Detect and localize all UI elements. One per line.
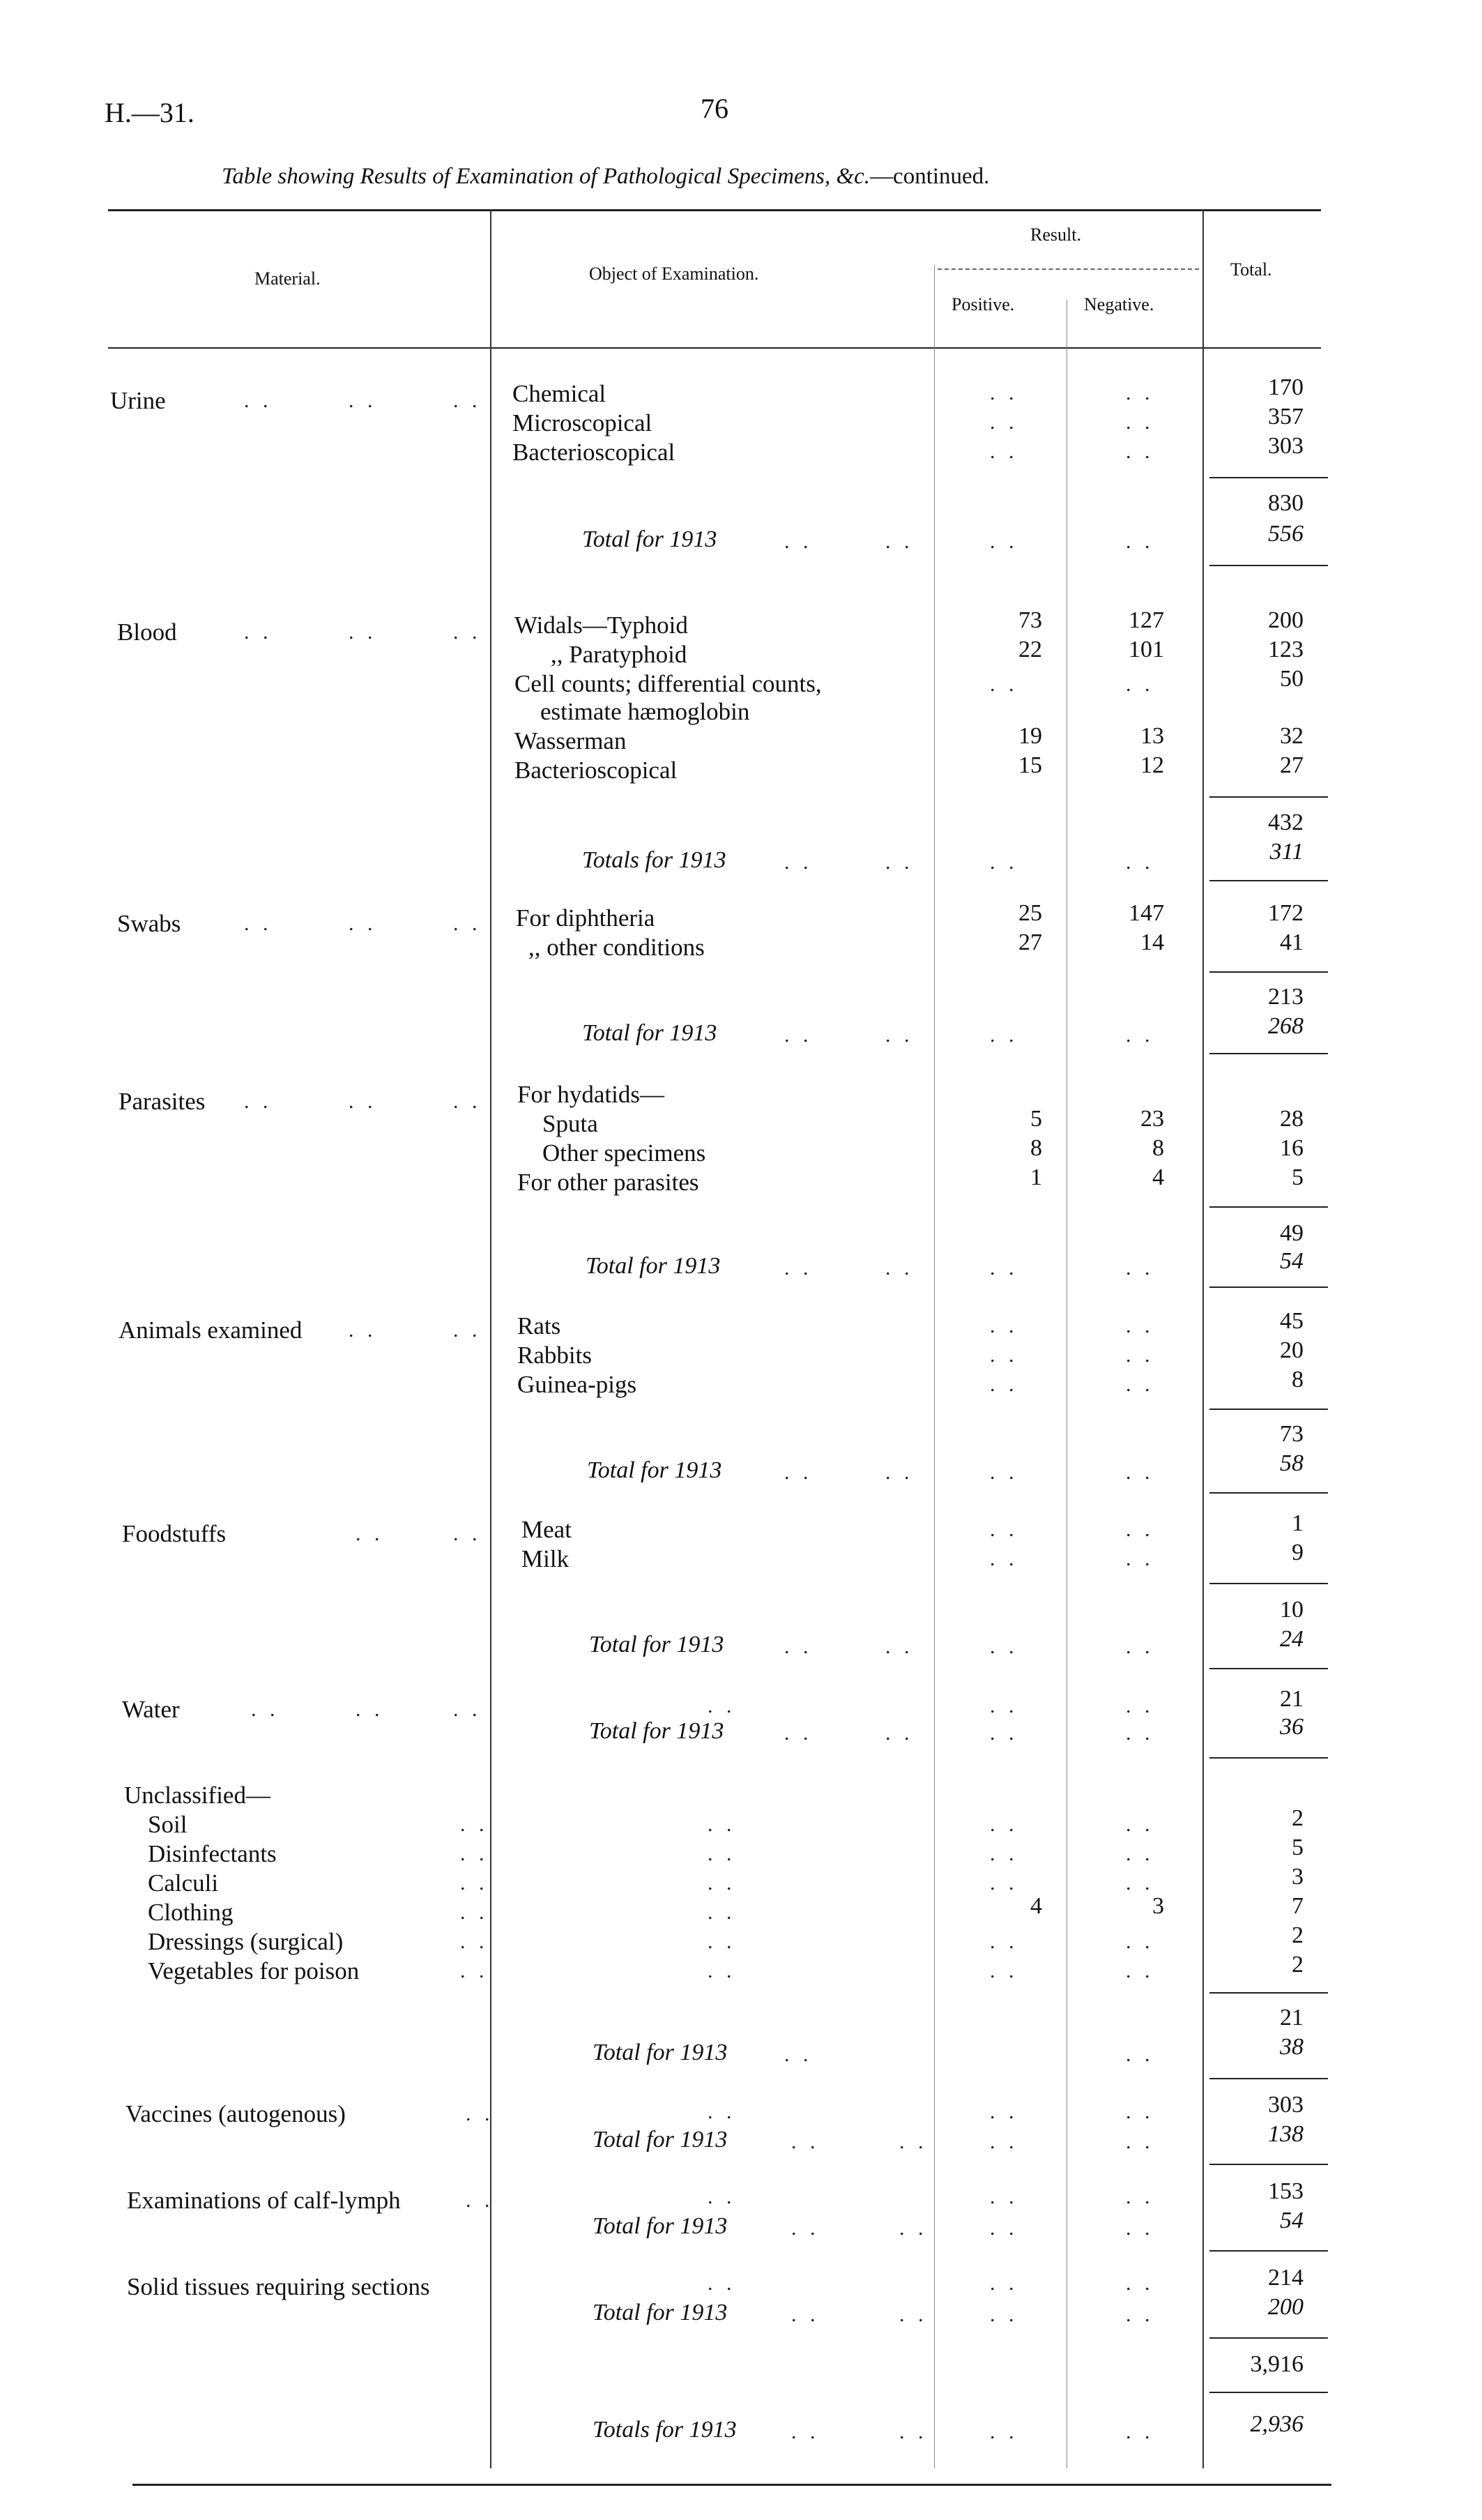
section-rule <box>1209 2337 1328 2339</box>
total-cell: 1 <box>1292 1510 1304 1536</box>
leader-dots: . . <box>784 1461 813 1484</box>
prev-total-water: 36 <box>1280 1714 1304 1740</box>
section-rule <box>1209 1286 1328 1288</box>
leader-dots: . . <box>244 389 273 412</box>
subtotal-foodstuffs: 10 <box>1280 1597 1304 1623</box>
object-other-specimens: Other specimens <box>542 1139 706 1167</box>
leader-dots: . . <box>251 1698 280 1721</box>
table-caption <box>222 164 989 190</box>
total-vaccines: 303 <box>1268 2092 1304 2118</box>
total-cell: 32 <box>1280 723 1304 749</box>
total-cell: 50 <box>1280 666 1304 692</box>
negative-cell: . . <box>1126 1842 1154 1865</box>
subtotal-rule <box>1209 796 1328 798</box>
prev-total-blood: 311 <box>1269 839 1304 865</box>
object-for-hydatids: For hydatids— <box>517 1081 664 1108</box>
negative-cell: . . <box>1126 1813 1154 1836</box>
prev-total-calf-lymph: 54 <box>1280 2208 1304 2233</box>
leader-dots: . . <box>460 1901 489 1924</box>
leader-dots: . . <box>460 1959 489 1982</box>
object-for-other-parasites: For other parasites <box>517 1169 699 1196</box>
leader-dots: . . <box>990 2303 1018 2326</box>
material-calf-lymph: Examinations of calf-lymph <box>127 2187 401 2214</box>
leader-dots: . . <box>990 2130 1018 2153</box>
object-paratyphoid: ,, Paratyphoid <box>551 641 687 668</box>
prev-total-vaccines: 138 <box>1268 2121 1304 2147</box>
leader-dots: . . <box>1126 1024 1154 1047</box>
leader-dots: . . <box>349 621 377 644</box>
leader-dots: . . <box>1126 1257 1154 1280</box>
leader-dots: . . <box>784 530 813 553</box>
total-cell: 123 <box>1268 637 1304 662</box>
prev-total-unclassified: 38 <box>1280 2034 1304 2060</box>
table-bottom-rule <box>132 2484 1331 2486</box>
positive-cell: . . <box>990 440 1018 463</box>
total-cell: 7 <box>1292 1893 1304 1919</box>
object-milk: Milk <box>521 1545 570 1572</box>
leader-dots: . . <box>990 2217 1018 2240</box>
object-wasserman: Wasserman <box>514 727 627 754</box>
table-top-rule <box>108 209 1321 211</box>
leader-dots: . . <box>349 389 377 412</box>
object-rabbits: Rabbits <box>517 1342 592 1369</box>
col-header-positive: Positive. <box>952 294 1015 314</box>
object-rats: Rats <box>517 1312 561 1339</box>
material-water: Water <box>122 1696 180 1723</box>
total-cell: 170 <box>1268 374 1304 400</box>
leader-dots: . . <box>899 2130 928 2153</box>
positive-cell: . . <box>990 1959 1018 1982</box>
section-rule <box>1209 1492 1328 1494</box>
object-cell: . . <box>708 1842 736 1865</box>
total-cell: 45 <box>1280 1308 1304 1334</box>
negative-cell: . . <box>1126 1518 1154 1541</box>
section-rule <box>1209 1757 1328 1759</box>
grand-prev-label: Totals for 1913 <box>593 2417 737 2443</box>
subtotal-unclassified: 21 <box>1280 2005 1304 2031</box>
object-bacterioscopical: Bacterioscopical <box>512 439 675 466</box>
leader-dots: . . <box>349 1090 377 1113</box>
leader-dots: . . <box>1126 1635 1154 1658</box>
material-unclassified: Unclassified— <box>124 1782 270 1809</box>
prev-total-swabs: 268 <box>1268 1013 1304 1039</box>
leader-dots: . . <box>244 912 273 935</box>
positive-cell: . . <box>990 1518 1018 1541</box>
leader-dots: . . <box>899 2420 928 2443</box>
object-cell: . . <box>708 1694 736 1717</box>
material-vaccines: Vaccines (autogenous) <box>125 2100 346 2127</box>
section-rule <box>1209 2078 1328 2079</box>
leader-dots: . . <box>885 530 914 553</box>
caption-suffix: —continued. <box>870 164 990 189</box>
object-cell: . . <box>708 1872 736 1895</box>
leader-dots: . . <box>784 1257 813 1280</box>
subtotal-animals: 73 <box>1280 1421 1304 1447</box>
leader-dots: . . <box>899 2303 928 2326</box>
prev-total-label: Total for 1913 <box>582 526 717 552</box>
positive-cell: 4 <box>1030 1893 1042 1919</box>
object-cell: . . <box>708 1901 736 1924</box>
leader-dots: . . <box>791 2217 820 2240</box>
negative-cell: . . <box>1126 1930 1154 1953</box>
object-cell: . . <box>708 2100 736 2123</box>
leader-dots: . . <box>990 1461 1018 1484</box>
positive-cell: . . <box>990 381 1018 404</box>
subtotal-rule <box>1209 1206 1328 1208</box>
leader-dots: . . <box>885 1635 914 1658</box>
negative-cell: 127 <box>1129 607 1164 633</box>
grand-total-rule <box>1209 2392 1328 2393</box>
negative-cell: . . <box>1126 381 1154 404</box>
leader-dots: . . <box>899 2217 928 2240</box>
total-cell: 3 <box>1292 1864 1304 1890</box>
leader-dots: . . <box>990 1024 1018 1047</box>
leader-dots: . . <box>1126 2217 1154 2240</box>
prev-total-animals: 58 <box>1280 1450 1304 1476</box>
negative-cell: 101 <box>1129 637 1164 662</box>
subtotal-rule <box>1209 1583 1328 1584</box>
object-cell: . . <box>708 1959 736 1982</box>
positive-cell: . . <box>990 1373 1018 1396</box>
total-water: 21 <box>1280 1686 1304 1712</box>
leader-dots: . . <box>453 1698 482 1721</box>
total-cell: 8 <box>1292 1367 1304 1392</box>
col-header-object: Object of Examination. <box>589 264 759 284</box>
section-rule <box>1209 2164 1328 2165</box>
leader-dots: . . <box>1126 1461 1154 1484</box>
positive-cell: 27 <box>1018 929 1042 955</box>
object-cell: . . <box>708 2272 736 2295</box>
negative-cell: . . <box>1126 440 1154 463</box>
prev-total-label: Total for 1913 <box>586 1253 721 1279</box>
positive-cell: . . <box>990 1547 1018 1570</box>
leader-dots: . . <box>885 1461 914 1484</box>
leader-dots: . . <box>990 530 1018 553</box>
positive-cell: 8 <box>1030 1135 1042 1161</box>
positive-cell: . . <box>990 1344 1018 1367</box>
positive-cell: . . <box>990 411 1018 434</box>
leader-dots: . . <box>784 2043 813 2066</box>
leader-dots: . . <box>453 389 482 412</box>
prev-total-solid-tissues: 200 <box>1268 2294 1304 2320</box>
section-rule <box>1209 565 1328 566</box>
leader-dots: . . <box>460 1930 489 1953</box>
positive-cell: . . <box>990 1314 1018 1337</box>
section-rule <box>1209 1668 1328 1669</box>
leader-dots: . . <box>1126 2130 1154 2153</box>
leader-dots: . . <box>1126 1722 1154 1745</box>
leader-dots: . . <box>453 1319 482 1342</box>
result-divider <box>938 268 1199 270</box>
total-cell: 16 <box>1280 1135 1304 1161</box>
negative-cell: 23 <box>1140 1106 1164 1132</box>
material-blood: Blood <box>117 618 177 646</box>
total-cell: 200 <box>1268 607 1304 633</box>
positive-cell: 25 <box>1018 900 1042 926</box>
object-bacterioscopical: Bacterioscopical <box>514 757 678 784</box>
positive-cell: 19 <box>1018 723 1042 749</box>
prev-total-label: Total for 1913 <box>593 2040 728 2065</box>
leader-dots: . . <box>460 1872 489 1895</box>
prev-total-label: Total for 1913 <box>593 2213 728 2239</box>
negative-cell: . . <box>1126 2185 1154 2208</box>
col-header-total: Total. <box>1230 259 1272 280</box>
leader-dots: . . <box>791 2130 820 2153</box>
total-cell: 20 <box>1280 1337 1304 1363</box>
leader-dots: . . <box>1126 530 1154 553</box>
positive-cell: 22 <box>1018 637 1042 662</box>
positive-cell: . . <box>990 1694 1018 1717</box>
negative-cell: . . <box>1126 411 1154 434</box>
negative-cell: . . <box>1126 2272 1154 2295</box>
subtotal-rule <box>1209 971 1328 973</box>
positive-cell: . . <box>990 1930 1018 1953</box>
leader-dots: . . <box>791 2303 820 2326</box>
positive-cell: 1 <box>1030 1164 1042 1190</box>
leader-dots: . . <box>453 1522 482 1545</box>
leader-dots: . . <box>784 851 813 874</box>
object-cell-counts-cont: estimate hæmoglobin <box>540 698 750 725</box>
negative-cell: 13 <box>1140 723 1164 749</box>
col-header-result: Result. <box>1030 225 1081 245</box>
leader-dots: . . <box>784 1722 813 1745</box>
material-soil: Soil <box>148 1811 188 1838</box>
leader-dots: . . <box>356 1522 384 1545</box>
leader-dots: . . <box>990 2420 1018 2443</box>
leader-dots: . . <box>244 621 273 644</box>
positive-cell: 73 <box>1018 607 1042 633</box>
leader-dots: . . <box>885 1722 914 1745</box>
leader-dots: . . <box>349 912 377 935</box>
negative-cell: . . <box>1126 2100 1154 2123</box>
prev-total-parasites: 54 <box>1280 1248 1304 1274</box>
object-guinea-pigs: Guinea-pigs <box>517 1371 637 1398</box>
caption-main: Table showing Results of Examination of Pathological Specimens, &c. <box>222 164 871 189</box>
object-cell: . . <box>708 1930 736 1953</box>
leader-dots: . . <box>990 1722 1018 1745</box>
vline-total <box>1202 209 1204 2468</box>
subtotal-rule <box>1209 1409 1328 1410</box>
positive-cell: 15 <box>1018 752 1042 778</box>
material-urine: Urine <box>110 387 166 414</box>
vline-positive <box>934 265 935 2468</box>
total-cell: 9 <box>1292 1540 1304 1565</box>
leader-dots: . . <box>466 2102 494 2125</box>
leader-dots: . . <box>1126 2043 1154 2066</box>
subtotal-rule <box>1209 477 1328 478</box>
leader-dots: . . <box>784 1635 813 1658</box>
header-bottom-rule <box>108 347 1321 349</box>
subtotal-swabs: 213 <box>1268 984 1304 1010</box>
total-cell: 172 <box>1268 900 1304 926</box>
object-microscopical: Microscopical <box>512 409 652 437</box>
prev-total-label: Total for 1913 <box>589 1632 724 1657</box>
material-animals-examined: Animals examined <box>119 1316 303 1344</box>
grand-prev-total: 2,936 <box>1250 2411 1304 2437</box>
document-code: H.—31. <box>105 97 194 128</box>
total-cell: 27 <box>1280 752 1304 778</box>
subtotal-urine: 830 <box>1268 490 1304 516</box>
total-calf-lymph: 153 <box>1268 2178 1304 2204</box>
leader-dots: . . <box>885 851 914 874</box>
leader-dots: . . <box>990 851 1018 874</box>
material-foodstuffs: Foodstuffs <box>122 1520 227 1547</box>
vline-material <box>490 209 491 2468</box>
material-vegetables: Vegetables for poison <box>148 1957 360 1984</box>
negative-cell: 3 <box>1152 1893 1164 1919</box>
negative-cell: . . <box>1126 1872 1154 1895</box>
negative-cell: . . <box>1126 1314 1154 1337</box>
negative-cell: 147 <box>1129 900 1164 926</box>
section-rule <box>1209 2250 1328 2252</box>
positive-cell: . . <box>990 1872 1018 1895</box>
leader-dots: . . <box>784 1024 813 1047</box>
positive-cell: . . <box>990 1813 1018 1836</box>
negative-cell: . . <box>1126 1344 1154 1367</box>
object-sputa: Sputa <box>542 1110 598 1137</box>
positive-cell: . . <box>990 1842 1018 1865</box>
negative-cell: . . <box>1126 1959 1154 1982</box>
section-rule <box>1209 1053 1328 1054</box>
leader-dots: . . <box>453 912 482 935</box>
material-clothing: Clothing <box>148 1899 234 1926</box>
object-meat: Meat <box>521 1516 572 1543</box>
object-cell-counts: Cell counts; differential counts, <box>514 670 822 697</box>
negative-cell: 4 <box>1152 1164 1164 1190</box>
leader-dots: . . <box>466 2189 494 2212</box>
total-cell: 5 <box>1292 1164 1304 1190</box>
subtotal-rule <box>1209 1992 1328 1994</box>
leader-dots: . . <box>453 621 482 644</box>
leader-dots: . . <box>791 2420 820 2443</box>
leader-dots: . . <box>885 1257 914 1280</box>
leader-dots: . . <box>356 1698 384 1721</box>
positive-cell: . . <box>990 2185 1018 2208</box>
leader-dots: . . <box>460 1813 489 1836</box>
negative-cell: 12 <box>1140 752 1164 778</box>
total-cell: 5 <box>1292 1835 1304 1860</box>
leader-dots: . . <box>885 1024 914 1047</box>
positive-cell: . . <box>990 2100 1018 2123</box>
total-cell: 2 <box>1292 1952 1304 1978</box>
section-rule <box>1209 880 1328 881</box>
col-header-material: Material. <box>254 268 321 289</box>
prev-total-label: Total for 1913 <box>593 2127 728 2153</box>
prev-total-label: Total for 1913 <box>582 1020 717 1046</box>
leader-dots: . . <box>1126 2420 1154 2443</box>
prev-total-label: Total for 1913 <box>593 2300 728 2325</box>
positive-cell: . . <box>990 2272 1018 2295</box>
total-cell: 28 <box>1280 1106 1304 1132</box>
material-swabs: Swabs <box>117 910 181 937</box>
negative-cell: . . <box>1126 1547 1154 1570</box>
total-cell: 2 <box>1292 1922 1304 1948</box>
object-for-diphtheria: For diphtheria <box>516 904 655 932</box>
material-solid-tissues: Solid tissues requiring sections <box>127 2273 430 2300</box>
subtotal-blood: 432 <box>1268 810 1304 835</box>
prev-total-foodstuffs: 24 <box>1280 1626 1304 1652</box>
object-cell: . . <box>708 1813 736 1836</box>
leader-dots: . . <box>453 1090 482 1113</box>
object-cell: . . <box>708 2185 736 2208</box>
total-cell: 303 <box>1268 433 1304 459</box>
page-number: 76 <box>701 93 728 124</box>
prev-total-label: Total for 1913 <box>589 1718 724 1744</box>
total-cell: 357 <box>1268 404 1304 430</box>
material-calculi: Calculi <box>148 1869 219 1897</box>
total-solid-tissues: 214 <box>1268 2265 1304 2291</box>
positive-cell: . . <box>990 673 1018 696</box>
leader-dots: . . <box>1126 2303 1154 2326</box>
leader-dots: . . <box>1126 851 1154 874</box>
total-cell: 2 <box>1292 1805 1304 1831</box>
negative-cell: 14 <box>1140 929 1164 955</box>
object-other-conditions: ,, other conditions <box>528 934 705 961</box>
leader-dots: . . <box>990 1635 1018 1658</box>
leader-dots: . . <box>349 1319 377 1342</box>
object-widals-typhoid: Widals—Typhoid <box>514 612 688 639</box>
negative-cell: . . <box>1126 1373 1154 1396</box>
subtotal-parasites: 49 <box>1280 1220 1304 1246</box>
negative-cell: . . <box>1126 673 1154 696</box>
negative-cell: . . <box>1126 1694 1154 1717</box>
prev-total-label: Totals for 1913 <box>582 847 726 873</box>
leader-dots: . . <box>244 1090 273 1113</box>
material-dressings: Dressings (surgical) <box>148 1928 344 1955</box>
negative-cell: 8 <box>1152 1135 1164 1161</box>
total-cell: 41 <box>1280 929 1304 955</box>
leader-dots: . . <box>460 1842 489 1865</box>
object-chemical: Chemical <box>512 380 606 407</box>
col-header-negative: Negative. <box>1084 294 1154 314</box>
material-disinfectants: Disinfectants <box>148 1840 277 1867</box>
positive-cell: 5 <box>1030 1106 1042 1132</box>
prev-total-label: Total for 1913 <box>587 1457 722 1483</box>
leader-dots: . . <box>990 1257 1018 1280</box>
material-parasites: Parasites <box>119 1088 206 1115</box>
grand-total: 3,916 <box>1250 2351 1304 2377</box>
prev-total-urine: 556 <box>1268 521 1304 547</box>
